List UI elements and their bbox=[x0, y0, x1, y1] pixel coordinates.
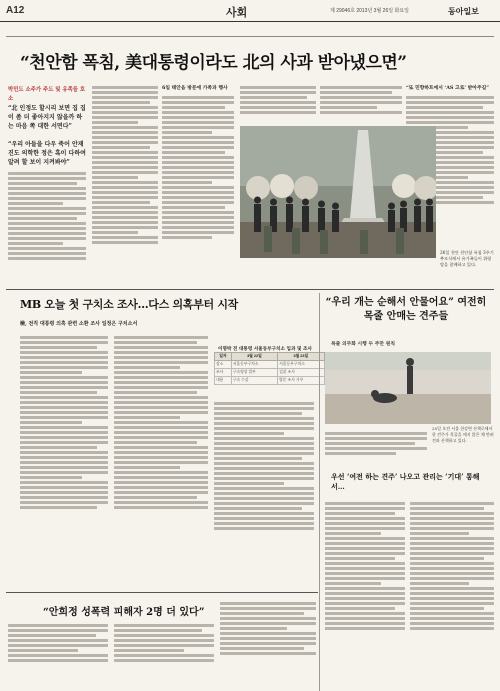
headline-dog-leash: “우리 개는 순해서 안물어요” 여전히 목줄 안매는 견주들 bbox=[325, 297, 487, 322]
headline-rule bbox=[6, 36, 494, 37]
article3-tag: 목줄 의무화 시행 두 주만 원칙 bbox=[331, 341, 395, 347]
table-cell: 검찰 조사 bbox=[278, 369, 324, 377]
article2-col-1 bbox=[20, 334, 108, 584]
memorial-photo bbox=[240, 126, 436, 258]
article3-col-3 bbox=[410, 500, 494, 686]
article3-col-1 bbox=[325, 430, 427, 468]
article4-col-3 bbox=[220, 600, 316, 688]
article1-subhead-mid: 6일 태안음 방문에 가족과 행사 bbox=[162, 85, 228, 91]
article3-col-2 bbox=[325, 500, 405, 686]
column-rule bbox=[319, 293, 320, 691]
headline-mb: MB 오늘 첫 구치소 조사…다스 의혹부터 시작 bbox=[20, 298, 238, 311]
article1-col-4 bbox=[240, 84, 316, 124]
page-header bbox=[0, 0, 500, 22]
article1-subhead-2: “우리 아들을 다우 죽어 안재진도 의학한 정은 혹이 다하여 알려 할 보이 지켜봐야” bbox=[8, 141, 86, 166]
table-cell: 조사 bbox=[215, 369, 232, 377]
section-divider bbox=[6, 289, 494, 290]
table-cell: 장소 bbox=[215, 361, 232, 369]
headline-ahn-case: “안희정 성폭력 피해자 2명 더 있다” bbox=[43, 607, 205, 618]
article1-sub-kicker: 박민도 소주가 주도 및 유족들 호소 bbox=[8, 87, 86, 102]
dog-walk-graphic bbox=[325, 352, 491, 424]
table-cell: 방문 조사 거부 bbox=[278, 377, 324, 385]
article1-col-2 bbox=[92, 84, 158, 282]
article2-col-3 bbox=[214, 400, 314, 584]
headline-main: “천안함 폭침, 美대통령이라도 北의 사과 받아냈으면” bbox=[20, 53, 407, 73]
article2-byline: 檢, 전직 대통령 의혹 관련 소환 조사 일정은 구치소서 bbox=[20, 321, 138, 327]
table-cell: 내용 bbox=[215, 377, 232, 385]
dog-walk-photo bbox=[325, 352, 491, 424]
article1-subhead-right: “또 민향하트에서 ‘AS 고로’ 받아주길” bbox=[406, 85, 489, 91]
issue-line: 제 29046호 2013년 3월 26일 화요일 bbox=[330, 8, 409, 14]
article4-col-2 bbox=[114, 622, 214, 688]
dog-walk-photo-caption: 25일 오전 서울 한강변 산책로에서 한 견주가 목줄을 매지 않은 채 반려견과 산책하고 있다. bbox=[432, 426, 494, 443]
table-header-cell: 3월 23일 bbox=[278, 353, 324, 361]
table-cell: 서울동부구치소 bbox=[231, 361, 277, 369]
page-number: A12 bbox=[6, 5, 25, 16]
section-divider-2 bbox=[6, 592, 318, 593]
article1-subhead-1: “北 인정도 할시리 보면 집 집이 좀 더 좋아지지 않을까 하는 마음 쪽 대한 서면다” bbox=[8, 105, 86, 130]
article1-col-1 bbox=[8, 170, 86, 282]
paper-name: 동아일보 bbox=[448, 7, 479, 16]
article1-col-5 bbox=[320, 84, 402, 124]
memorial-photo-caption: 26일 천안 천안함 폭침 3주기 추모식에서 유가족들이 위령탑을 참배하고 있다. bbox=[440, 250, 494, 267]
table-cell: 구속 수감 bbox=[231, 377, 277, 385]
article3-subheadline: 우선 ‘여전 하는 견주’ 나오고 관리는 ‘기대’ 통해서… bbox=[331, 472, 480, 491]
article2-col-2 bbox=[114, 334, 208, 584]
table-title: 이명박 전 대통령 서울동부구치소 입과 및 조사 bbox=[218, 347, 312, 352]
memorial-photo-graphic bbox=[240, 126, 436, 258]
table-cell: 구속영장 발부 bbox=[231, 369, 277, 377]
table-header-cell: 3월 22일 bbox=[231, 353, 277, 361]
table-cell: 서울동부구치소 bbox=[278, 361, 324, 369]
table-header-cell: 일자 bbox=[215, 353, 232, 361]
article4-col-1 bbox=[8, 622, 108, 688]
section-name: 사회 bbox=[226, 7, 248, 19]
article1-col-3 bbox=[162, 94, 234, 282]
